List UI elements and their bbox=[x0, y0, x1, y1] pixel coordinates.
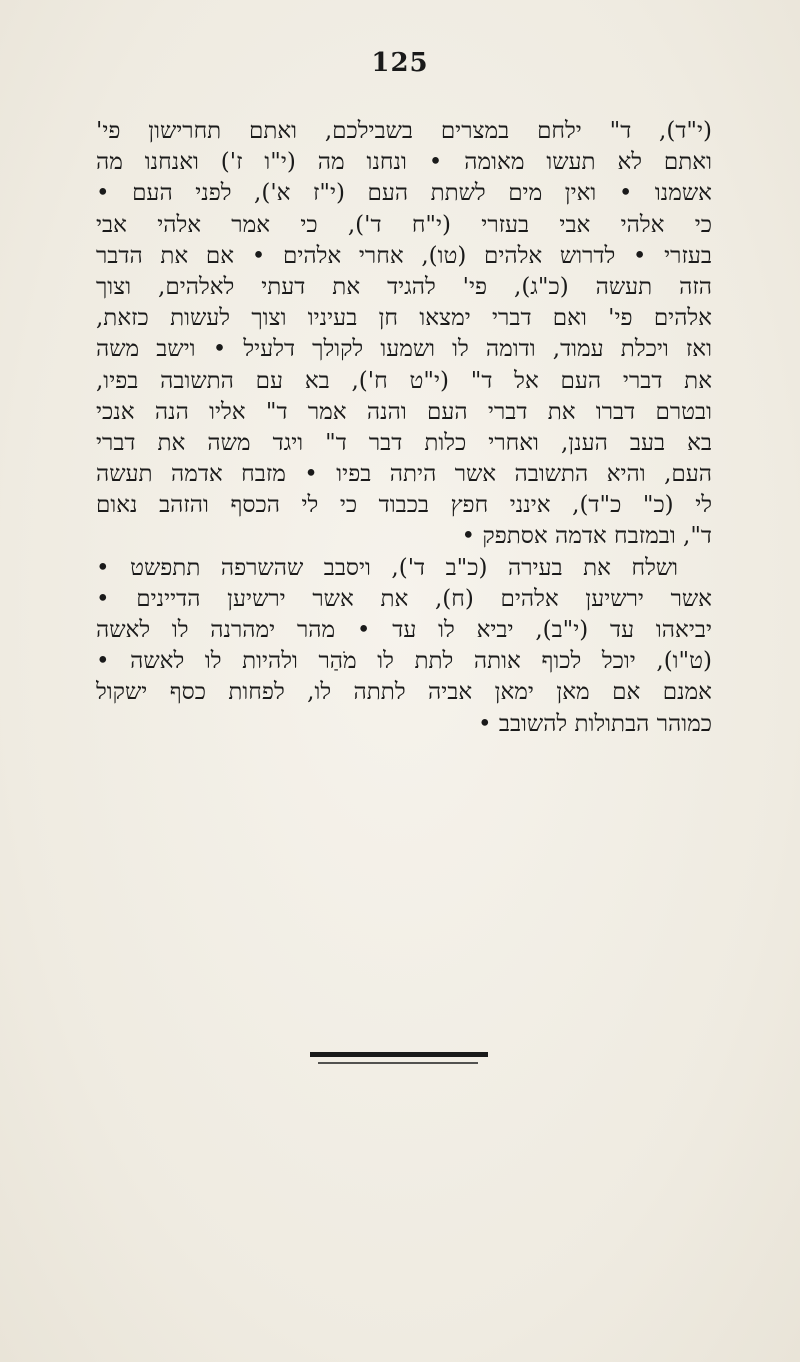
text-line: אשר ירשיען אלהים (ח), את אשר ירשיען הדיינים • bbox=[96, 585, 712, 612]
text-line: ואתם לא תעשו מאומה • ונחנו מה (י"ו ז') ואנחנו מה bbox=[96, 149, 712, 176]
text-line: יביאהו עד (י"ב), יביא לו עד • מהר ימהרנה לו לאשה bbox=[96, 617, 712, 643]
text-line: כי אלהי אבי בעזרי (י"ח ד'), כי אמר אלהי אבי bbox=[96, 211, 712, 238]
text-line: הזה תעשה (כ"ג), פי' להגיד את דעתי לאלהים, וצוך bbox=[96, 273, 712, 300]
text-line: (ט"ו), יוכל לכוף אותה לתת לו מֹהַר ולהיות לו לאשה • bbox=[96, 648, 712, 675]
text-line: אשמנו • ואין מים לשתת העם (י"ז א'), לפני העם • bbox=[96, 180, 712, 207]
text-line: כמוהר הבתולות להשובב • bbox=[477, 710, 712, 737]
body-text bbox=[96, 116, 712, 740]
text-line: את דברי העם אל ד" (י"ט ח'), בא עם התשובה בפיו, bbox=[96, 367, 712, 394]
section-divider bbox=[310, 1052, 488, 1057]
text-line: אמנם אם מאן ימאן אביה לתתה לו, לפחות כסף ישקול bbox=[96, 679, 712, 706]
text-line: ובטרם דברו את דברי העם והנה אמר ד" אליו הנה אנכי bbox=[96, 398, 712, 425]
text-line: אלהים פי' ואם דברי ימצאו חן בעיניו וצוך לעשות כזאת, bbox=[96, 305, 712, 332]
page-number: 125 bbox=[371, 48, 429, 78]
text-line: ואז ויכלת עמוד, ודומה לו ושמעו לקולך דלעיל • וישב משה bbox=[96, 336, 712, 363]
text-line: ושלח את בעירה (כ"ב ד'), ויסבב שהשרפה תתפשט • bbox=[96, 554, 678, 581]
text-line: (י"ד), ד" ילחם במצרים בשבילכם, ואתם תחרישון פי' bbox=[96, 118, 712, 144]
text-line: העם, והיא התשובה אשר היתה בפיו • מזבח אדמה תעשה bbox=[96, 461, 712, 488]
text-line: ד", ובמזבח אדמה אסתפק • bbox=[461, 523, 712, 550]
section-divider-underline bbox=[318, 1062, 478, 1064]
text-line: בא בעב הענן, ואחרי כלות דבר ד" ויגד משה את דברי bbox=[96, 429, 712, 456]
text-line: בעזרי • לדרוש אלהים (טו), אחרי אלהים • אם את הדבר bbox=[96, 242, 712, 269]
text-line: לי (כ" כ"ד), אינני חפץ בכבוד כי לי הכסף והזהב נאום bbox=[96, 492, 712, 519]
